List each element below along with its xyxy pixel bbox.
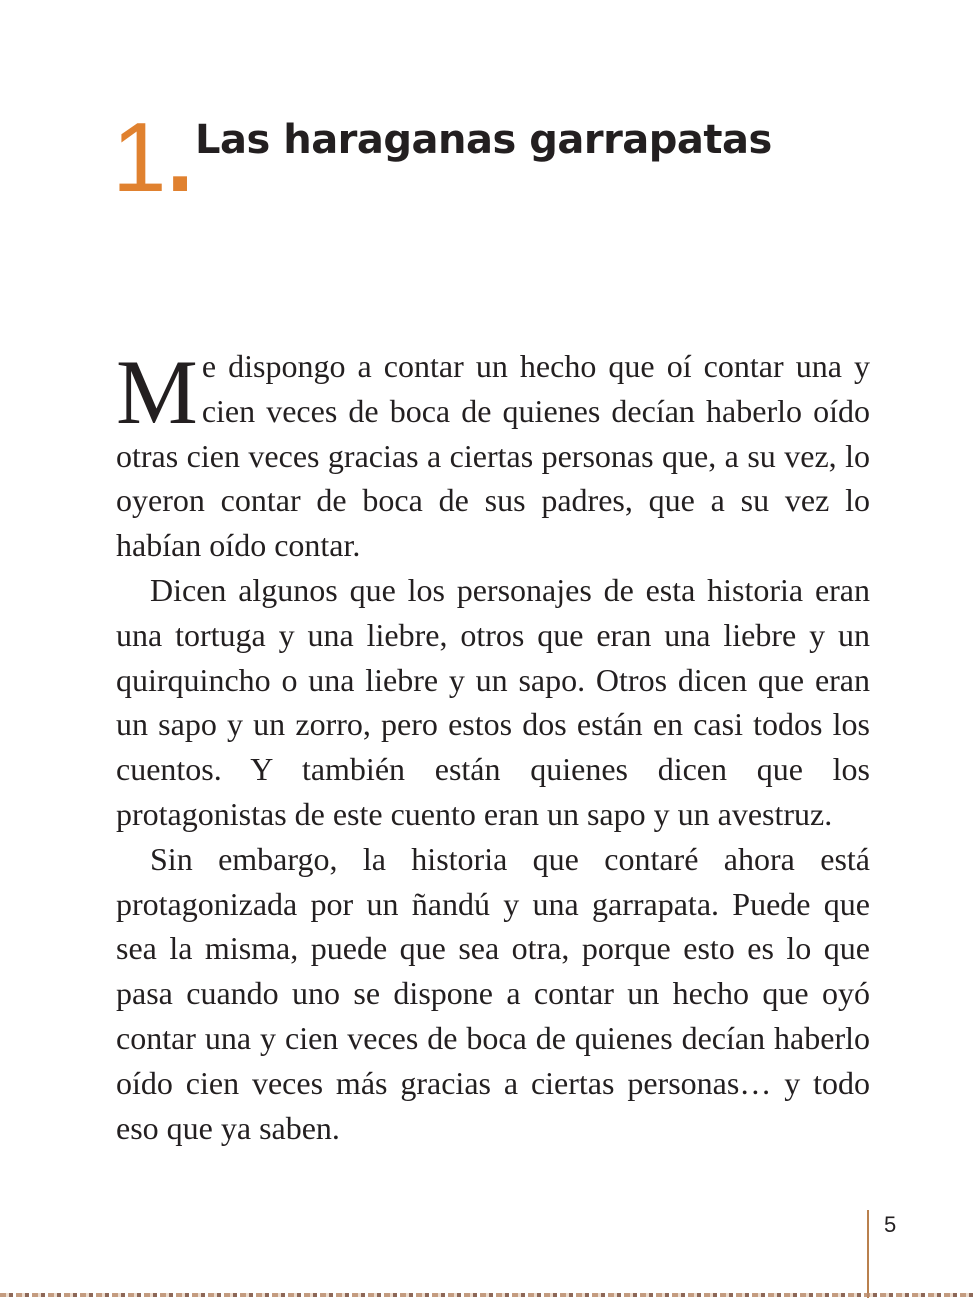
paragraph-3: Sin embargo, la historia que contaré ahora está protagonizada por un ñandú y una garrapata. Puede que sea la misma, puede que sea otra, porque esto es lo que pasa cuando uno se dispone a contar un hecho que oyó contar una y cien veces de boca de quienes decían haberlo oído cien veces más gracias a ciertas personas… y todo eso que ya saben. — [116, 840, 870, 1146]
bottom-decorative-border — [0, 1293, 973, 1297]
paragraph-2: Dicen algunos que los personajes de esta historia eran una tortuga y una liebre, otros que eran una liebre y un quirquincho o una liebre y un sapo. Otros dicen que eran un sapo y un zorro, pero estos dos están en casi todos los cuentos. Y también están quienes dicen que los protagonistas de este cuento eran un sapo y un avestruz. — [116, 571, 870, 832]
chapter-number-dot: . — [166, 102, 192, 212]
story-body — [116, 341, 870, 1150]
chapter-number — [112, 102, 192, 212]
page-number-rule — [867, 1210, 869, 1298]
drop-cap: M — [116, 341, 198, 443]
chapter-number-digit: 1 — [112, 102, 165, 212]
paragraph-1 — [116, 341, 870, 568]
chapter-title: Las haraganas garrapatas — [195, 117, 772, 163]
paragraph-1-text: e dispongo a contar un hecho que oí contar una y cien veces de boca de quienes decían haberlo oído otras cien veces gracias a ciertas personas que, a su vez, lo oyeron contar de boca de sus padres, que a su vez lo habían oído contar. — [116, 348, 870, 564]
page-number: 5 — [884, 1212, 897, 1237]
